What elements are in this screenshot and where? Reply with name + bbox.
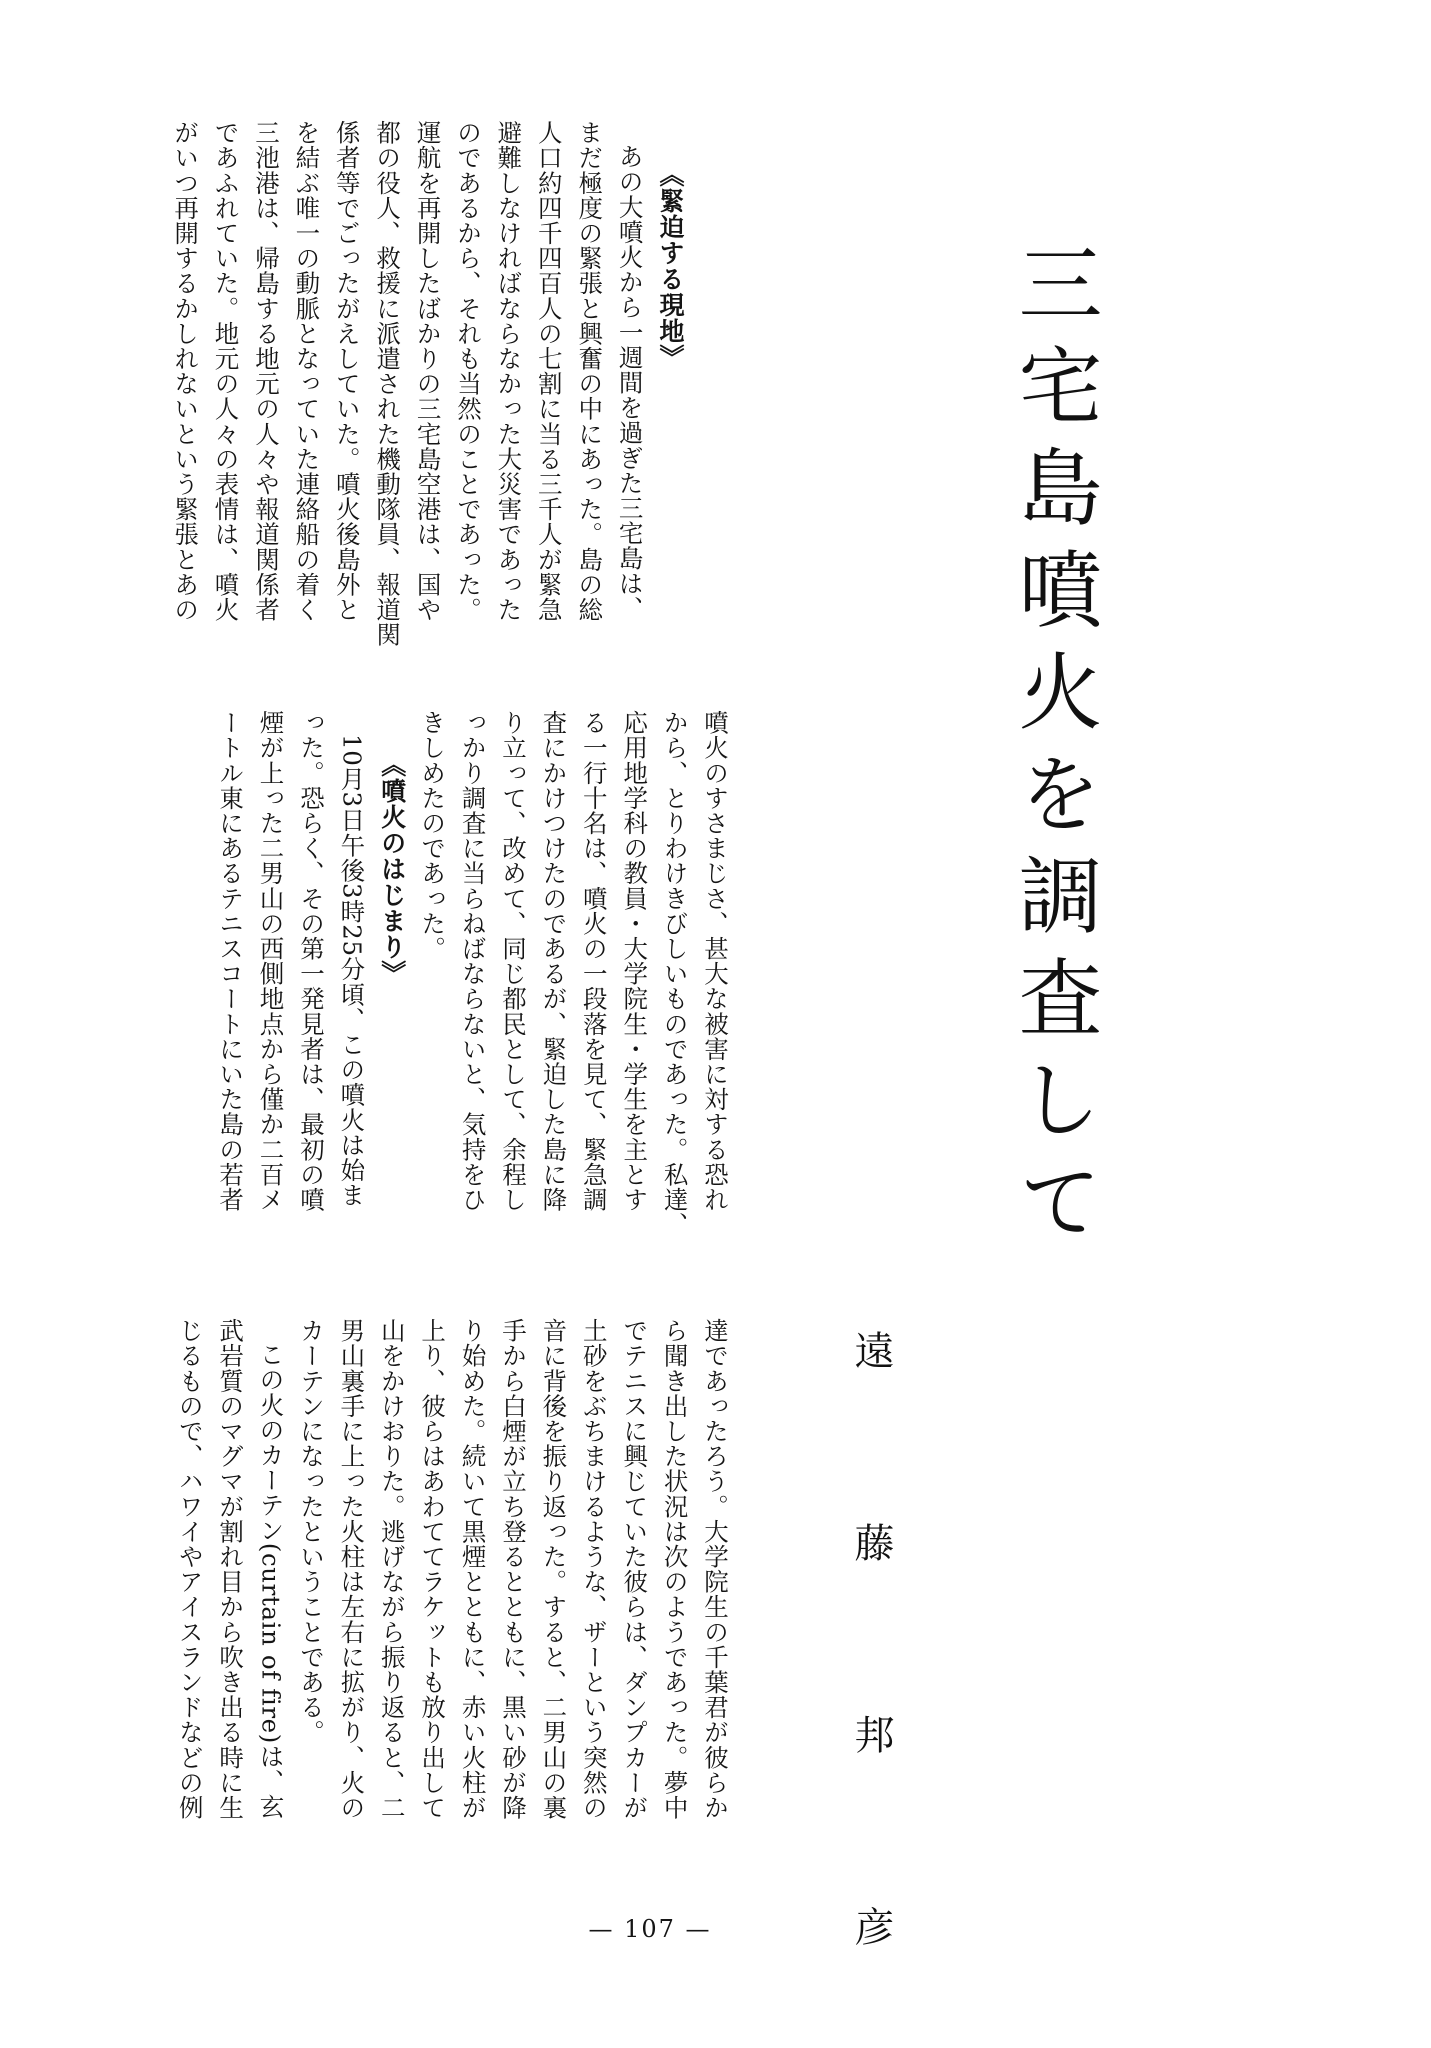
- text-line: 達であったろう。大学院生の千葉君が彼らか: [701, 1318, 730, 1820]
- text-line: がいつ再開するかしれないという緊張とあの: [171, 120, 201, 622]
- text-line: 土砂をぶちまけるような、ザーという突然の: [579, 1318, 609, 1820]
- text-line: でテニスに興じていた彼らは、ダンプカーが: [620, 1318, 650, 1820]
- text-line: あの大噴火から一週間を過ぎた三宅島は、: [615, 144, 645, 621]
- section-emergency: [105, 120, 690, 680]
- text-line: 山をかけおりた。逃げながら振り返ると、二: [377, 1318, 407, 1820]
- text-line: り立って、改めて、同じ都民として、余程し: [498, 710, 528, 1212]
- text-line: 手から白煙が立ち登るとともに、黒い砂が降: [498, 1318, 528, 1820]
- text-line: 音に背後を振り返った。すると、二男山の裏: [539, 1318, 569, 1820]
- text-line: 噴火のすさまじさ、甚大な被害に対する恐れ: [701, 710, 730, 1212]
- text-line: 避難しなければならなかった大災害であった: [494, 120, 524, 622]
- text-line: 都の役人、救援に派遣された機動隊員、報道関: [373, 120, 403, 648]
- section-eruption-start: [216, 710, 735, 1285]
- text-line: 武岩質のマグマが割れ目から吹き出る時に生: [216, 1318, 246, 1820]
- page-number: — 107 —: [588, 1915, 712, 1943]
- text-line: この火のカーテン(curtain of fire)は、玄: [256, 1342, 286, 1820]
- text-line: ら聞き出した状況は次のようであった。夢中: [660, 1318, 690, 1820]
- text-line: り始めた。続いて黒煙とともに、赤い火柱が: [458, 1318, 488, 1820]
- section-heading: 《噴火のはじまり》: [377, 752, 407, 986]
- text-line: った。恐らく、その第一発見者は、最初の噴: [296, 710, 326, 1212]
- text-line: のであるから、それも当然のことであった。: [453, 120, 483, 622]
- text-line: から、とりわけきびしいものであった。私達、: [660, 710, 690, 1238]
- text-line: 男山裏手に上った火柱は左右に拡がり、火の: [337, 1318, 367, 1820]
- section-eruption-account: [110, 1318, 735, 1888]
- text-line: っかり調査に当らねばならないと、気持をひ: [458, 710, 488, 1212]
- article-title: 三宅島噴火を調査して: [1005, 240, 1103, 1260]
- text-line: る一行十名は、噴火の一段落を見て、緊急調: [579, 710, 609, 1212]
- text-line: カーテンになったということである。: [296, 1318, 326, 1745]
- text-line: きしめたのであった。: [418, 710, 448, 961]
- text-line: 煙が上った二男山の西側地点から僅か二百メ: [256, 710, 286, 1212]
- text-line: じるもので、ハワイやアイスランドなどの例: [175, 1318, 205, 1820]
- text-line: であふれていた。地元の人々の表情は、噴火: [211, 120, 241, 622]
- author-name: 遠 藤 邦 彦: [848, 1330, 894, 2002]
- text-line: 人口約四千四百人の七割に当る三千人が緊急: [534, 120, 564, 622]
- section-heading: 《緊迫する現地》: [656, 162, 685, 370]
- text-line: 応用地学科の教員・大学院生・学生を主とす: [620, 710, 650, 1212]
- text-line: まだ極度の緊張と興奮の中にあった。島の総: [575, 120, 605, 622]
- text-line: 10月3日午後3時25分頃、この噴火は始ま: [337, 734, 367, 1208]
- text-line: 査にかけつけたのであるが、緊迫した島に降: [539, 710, 569, 1212]
- text-line: 上り、彼らはあわててラケットも放り出して: [418, 1318, 448, 1820]
- text-line: ートル東にあるテニスコートにいた島の若者: [216, 710, 246, 1212]
- text-line: 運航を再開したばかりの三宅島空港は、国や: [413, 120, 443, 622]
- text-line: 係者等でごったがえしていた。噴火後島外と: [332, 120, 362, 622]
- text-line: 三池港は、帰島する地元の人々や報道関係者: [251, 120, 281, 622]
- text-line: を結ぶ唯一の動脈となっていた連絡船の着く: [292, 120, 322, 622]
